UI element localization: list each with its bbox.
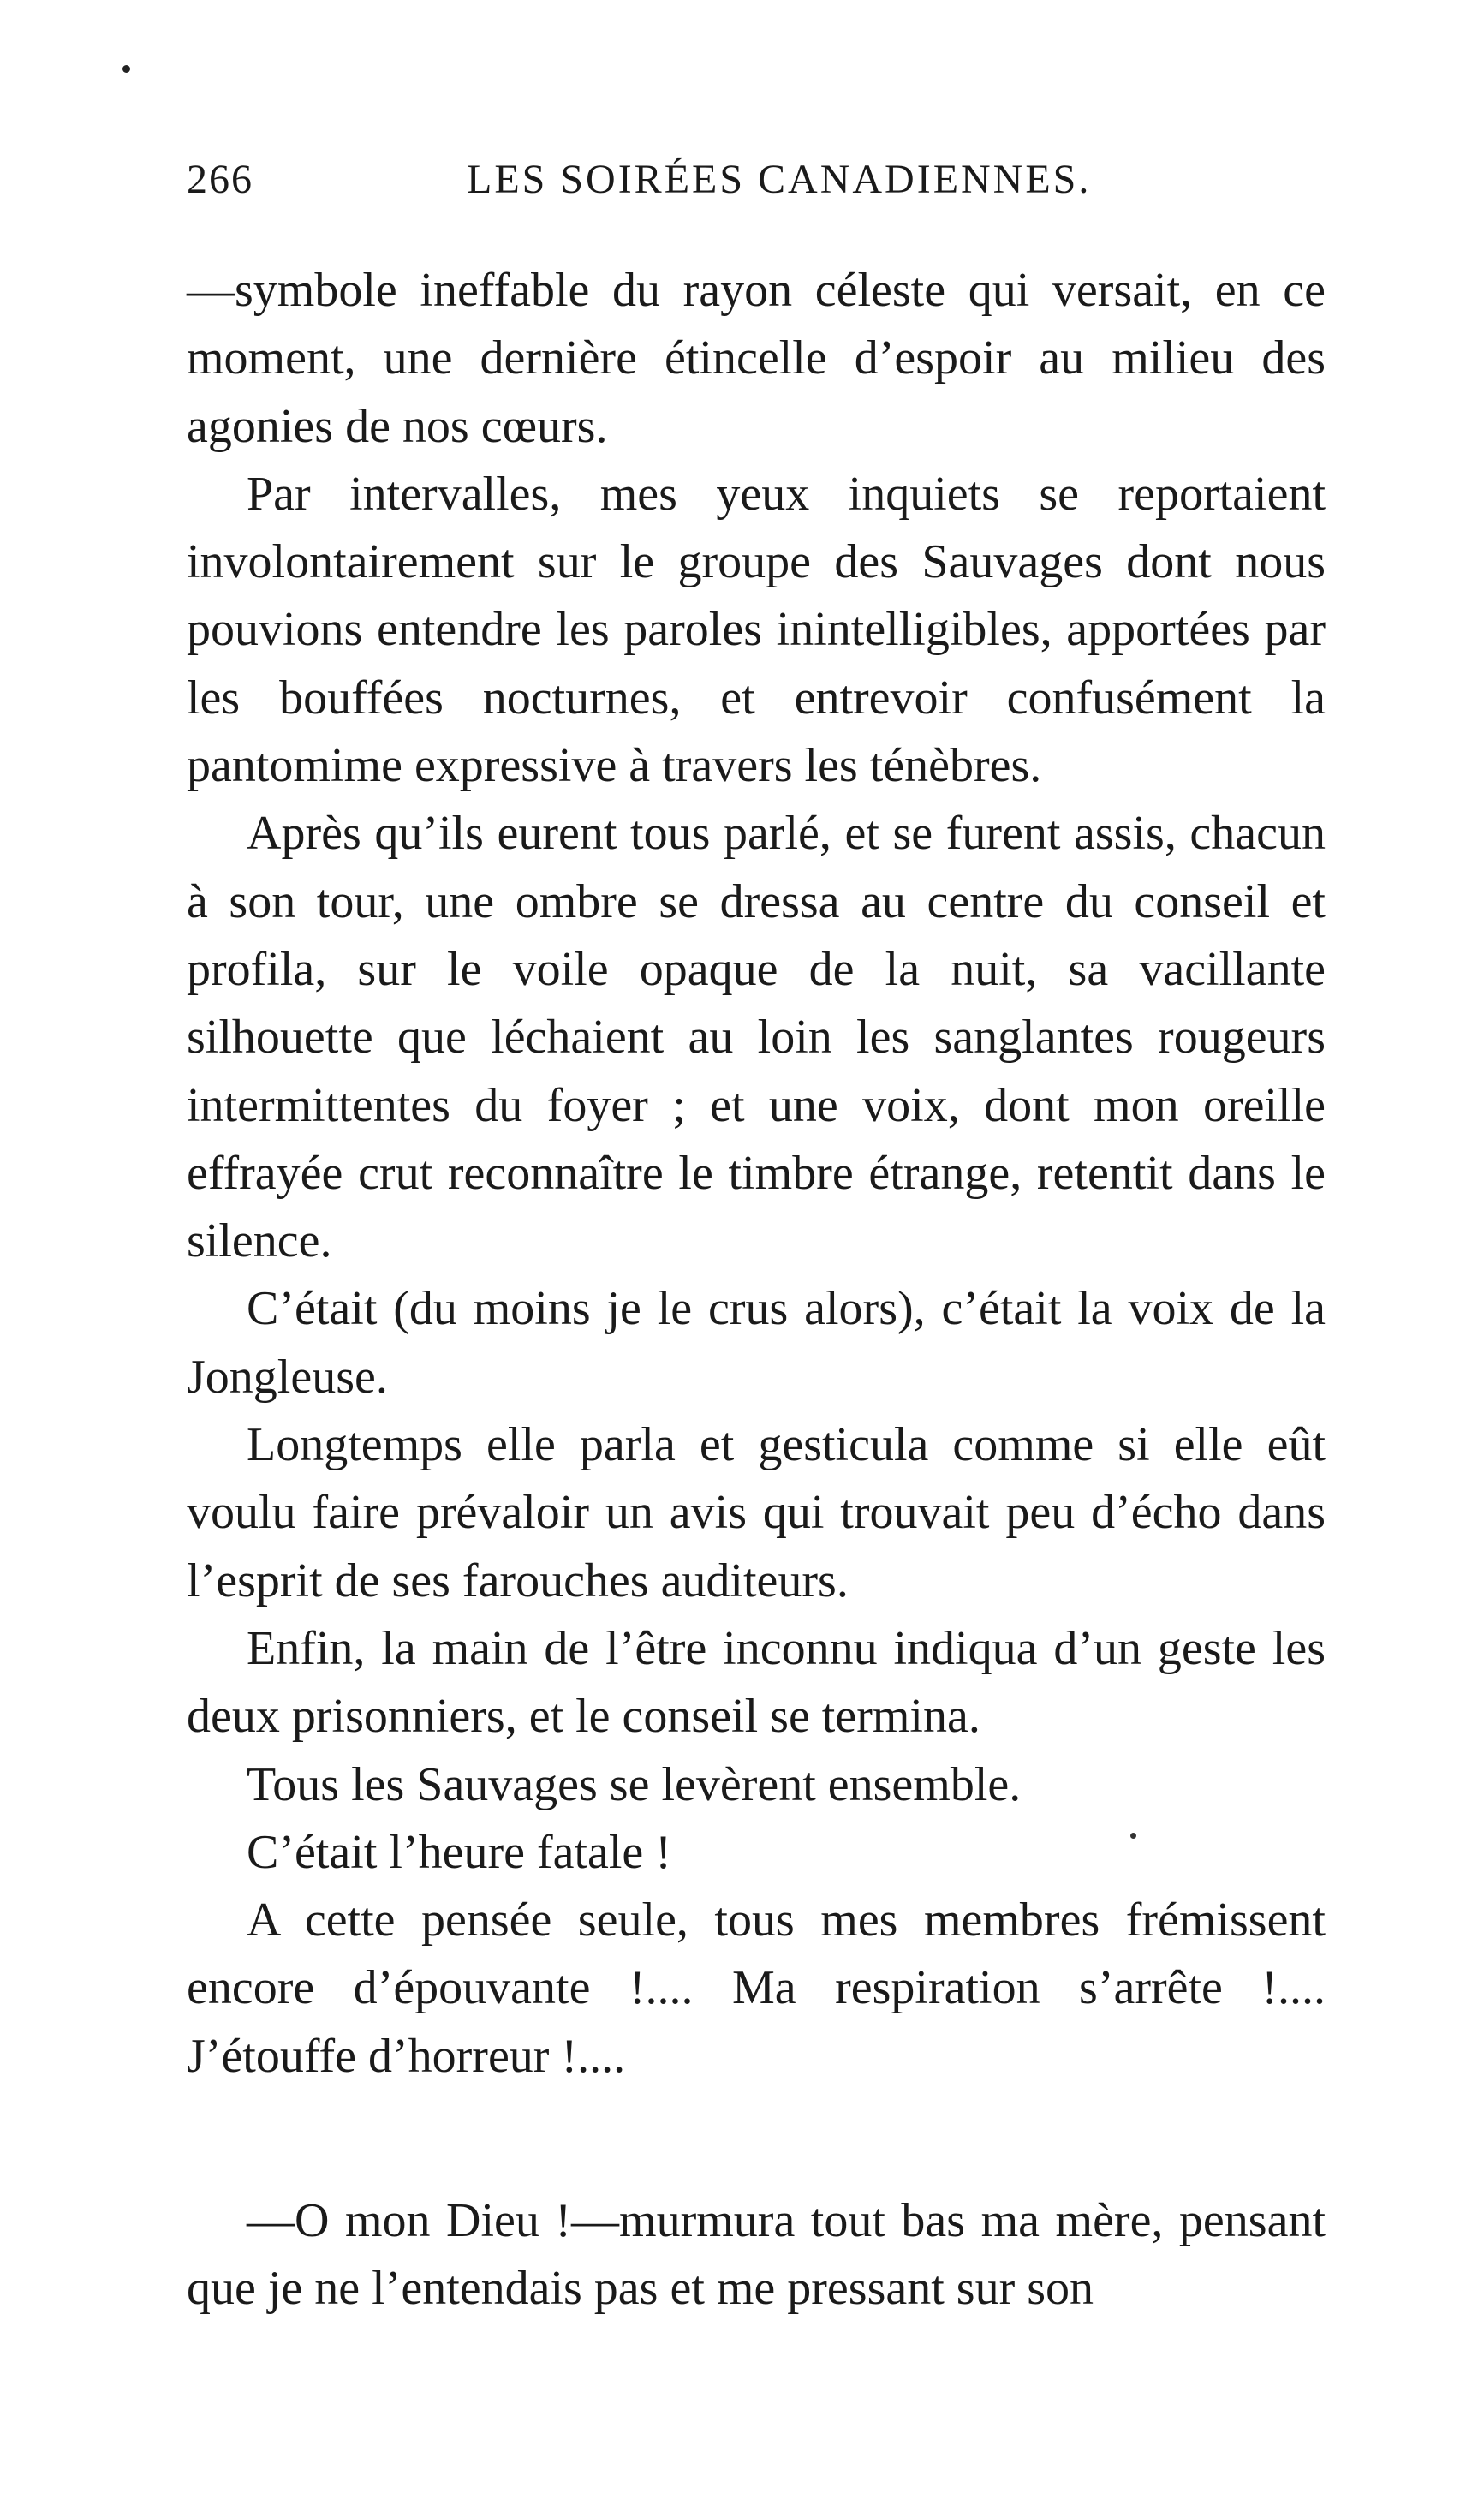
print-speck xyxy=(1130,1833,1136,1839)
body-text xyxy=(187,257,1326,2323)
page-header xyxy=(187,156,1326,207)
paragraph: —O mon Dieu !—murmura tout bas ma mère, pensant que je ne l’entendais pas et me pressant sur son xyxy=(187,2194,1326,2316)
paragraph: Tous les Sauvages se levèrent ensemble. xyxy=(247,1757,1022,1811)
running-title: LES SOIRÉES CANADIENNES. xyxy=(467,157,1092,202)
paragraph: C’était (du moins je le crus alors), c’était la voix de la Jongleuse. xyxy=(187,1282,1326,1404)
print-speck xyxy=(122,65,130,73)
paragraph-continuation: —symbole ineffable du rayon céleste qui versait, en ce moment, une dernière étincelle d’espoir au milieu des agonies de nos cœurs. xyxy=(187,264,1326,453)
paragraph: Après qu’ils eurent tous parlé, et se furent assis, chacun à son tour, une ombre se dressa au centre du conseil et profila, sur le voile opaque de la nuit, sa vacillante silhouette que léchaient au loin les sanglantes rougeurs intermittentes du foyer ; et une voix, dont mon oreille effrayée crut reconnaître le timbre étrange, retentit dans le silence. xyxy=(187,807,1326,1268)
paragraph: Enfin, la main de l’être inconnu indiqua d’un geste les deux prisonniers, et le conseil se termina. xyxy=(187,1621,1326,1744)
page-number: 266 xyxy=(187,157,253,202)
paragraph: C’était l’heure fatale ! xyxy=(247,1825,671,1879)
paragraph: A cette pensée seule, tous mes membres frémissent encore d’épouvante !.... Ma respiration s’arrête !.... J’étouffe d’horreur !.... xyxy=(187,1894,1326,2083)
paragraph: Longtemps elle parla et gesticula comme si elle eût voulu faire prévaloir un avis qui trouvait peu d’écho dans l’esprit de ses farouches auditeurs. xyxy=(187,1418,1326,1607)
paragraph: Par intervalles, mes yeux inquiets se reportaient involontairement sur le groupe des Sauvages dont nous pouvions entendre les paroles inintelligibles, apportées par les bouffées nocturnes, et entrevoir confusément la pantomime expressive à travers les ténèbres. xyxy=(187,467,1326,793)
